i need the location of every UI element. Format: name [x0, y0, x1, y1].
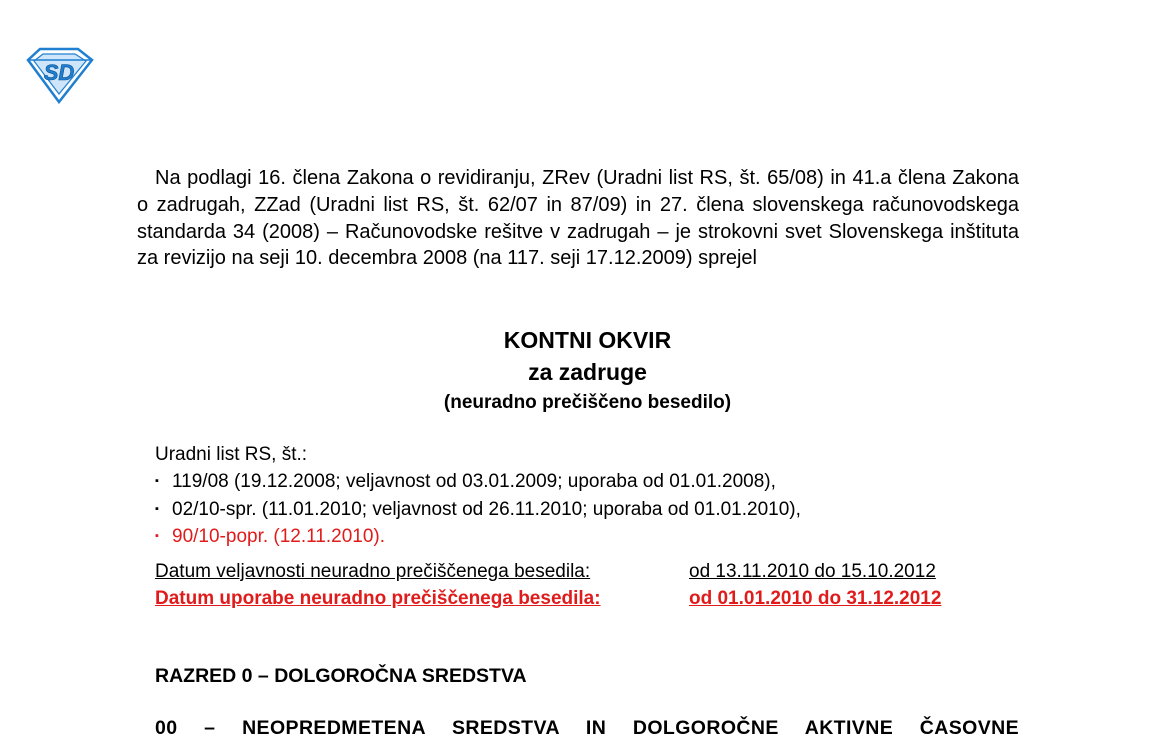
gazette-references	[155, 442, 1015, 551]
gazette-item	[155, 496, 1015, 524]
class-heading: RAZRED 0 – DOLGOROČNA SREDSTVA	[155, 665, 527, 687]
gazette-item-text: 90/10-popr. (12.11.2010).	[172, 526, 386, 547]
application-date-label: Datum uporabe neuradno prečiščenega besedila:	[155, 587, 601, 609]
gazette-item-text: 02/10-spr. (11.01.2010; veljavnost od 26.11.2010; uporaba od 01.01.2010),	[172, 498, 801, 520]
square-bullet-icon: ▪	[155, 530, 159, 542]
document-subtitle: za zadruge	[528, 359, 647, 385]
logo-letters: SD	[43, 60, 75, 85]
gazette-item-text: 119/08 (19.12.2008; veljavnost od 03.01.2009; uporaba od 01.01.2008),	[172, 471, 776, 492]
square-bullet-icon: ▪	[155, 502, 159, 515]
gazette-list	[155, 468, 1015, 551]
group-heading: 00 – NEOPREDMETENA SREDSTVA IN DOLGOROČNE AKTIVNE ČASOVNE	[155, 717, 1019, 739]
document-note: (neuradno prečiščeno besedilo)	[443, 392, 732, 413]
gazette-item-highlighted	[155, 523, 1015, 551]
date-block	[155, 559, 941, 612]
intro-paragraph: Na podlagi 16. člena Zakona o revidiranju, ZRev (Uradni list RS, št. 65/08) in 41.a člena Zakona o zadrugah, ZZad (Uradni list RS, št. 62/07 in 87/09) in 27. člena slovenskega računovodskega standarda 34 (2008) – Računovodske rešitve v zadrugah – je strokovni svet Slovenskega inštituta za revizijo na seji 10. decembra 2008 (na 117. seji 17.12.2009) sprejel	[137, 167, 1019, 270]
validity-date-value: od 13.11.2010 do 15.10.2012	[689, 561, 936, 582]
gazette-item	[155, 468, 1015, 496]
application-date-value: od 01.01.2010 do 31.12.2012	[689, 587, 942, 609]
square-bullet-icon: ▪	[155, 475, 159, 487]
validity-date-label: Datum veljavnosti neuradno prečiščenega besedila:	[155, 561, 591, 582]
application-date-row	[155, 586, 941, 613]
sd-logo-icon	[22, 46, 96, 104]
validity-date-row	[155, 559, 941, 586]
document-title: KONTNI OKVIR	[503, 327, 672, 353]
gazette-label: Uradni list RS, št.:	[155, 444, 308, 465]
